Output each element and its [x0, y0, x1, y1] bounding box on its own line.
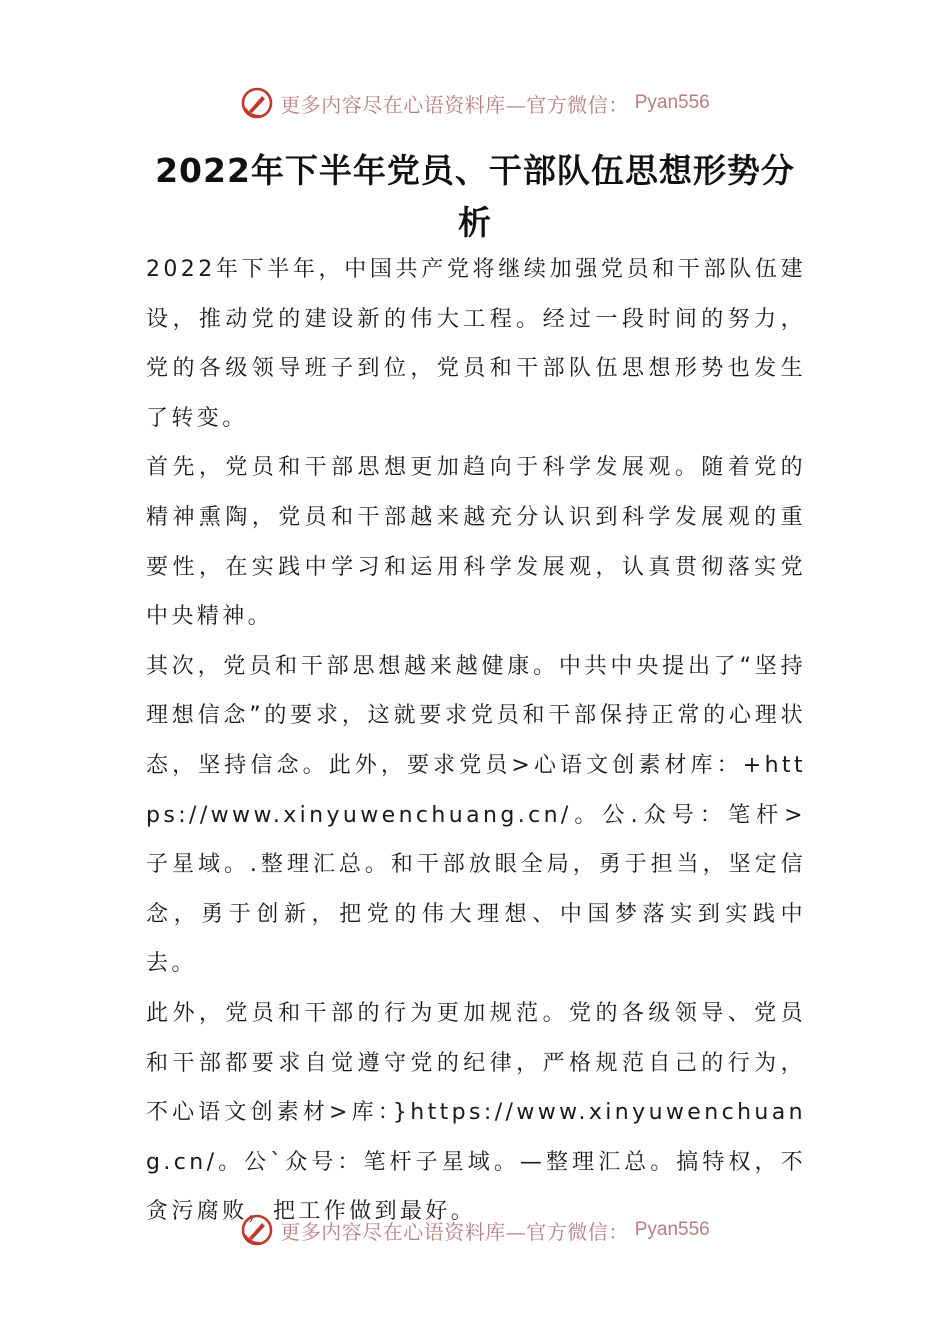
- paragraph: 此外，党员和干部的行为更加规范。党的各级领导、党员和干部都要求自觉遵守党的纪律，严格规范自己的行为，不心语文创素材>库：}https://www.xinyuwenchuang.cn/。公`众号：笔杆子星域。—整理汇总。搞特权，不贪污腐败，把工作做到最好。: [146, 1000, 806, 1225]
- watermark-text: 更多内容尽在心语资料库—官方微信：: [280, 1219, 629, 1244]
- pen-logo-icon: [240, 1213, 274, 1247]
- header-watermark: [0, 83, 950, 123]
- watermark-wechat-id: Pyan556: [634, 92, 710, 113]
- watermark-wechat-id: Pyan556: [634, 1219, 710, 1240]
- paragraph: 其次，党员和干部思想越来越健康。中共中央提出了“坚持理想信念”的要求，这就要求党员和干部保持正常的心理状态，坚持信念。此外，要求党员>心语文创素材库：+https://www.xinyuwenchuang.cn/。公.众号：笔杆>子星域。.整理汇总。和干部放眼全局，勇于担当，坚定信念，勇于创新，把党的伟大理想、中国梦落实到实践中去。: [146, 653, 806, 977]
- pen-logo-icon: [240, 86, 274, 120]
- paragraph: 首先，党员和干部思想更加趋向于科学发展观。随着党的精神熏陶，党员和干部越来越充分认识到科学发展观的重要性，在实践中学习和运用科学发展观，认真贯彻落实党中央精神。: [146, 455, 806, 630]
- paragraph: 2022年下半年，中国共产党将继续加强党员和干部队伍建设，推动党的建设新的伟大工程。经过一段时间的努力，党的各级领导班子到位，党员和干部队伍思想形势也发生了转变。: [146, 257, 806, 431]
- document-title: 2022年下半年党员、干部队伍思想形势分析: [155, 151, 795, 242]
- watermark-text: 更多内容尽在心语资料库—官方微信：: [280, 92, 629, 117]
- document-body: [146, 245, 806, 1237]
- footer-watermark: [0, 1210, 950, 1250]
